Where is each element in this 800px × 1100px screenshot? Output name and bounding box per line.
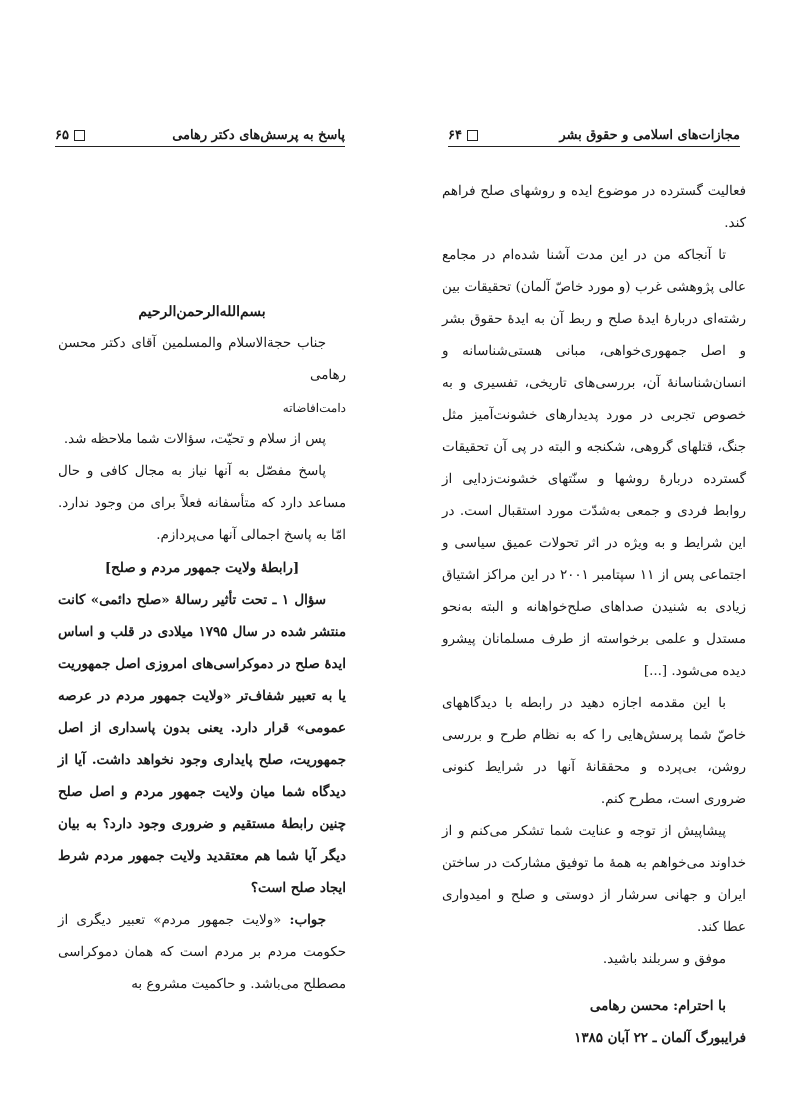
left-page-header <box>55 124 345 147</box>
running-title: مجازات‌های اسلامی و حقوق بشر <box>559 127 740 143</box>
basmala: بسم‌الله‌الرحمن‌الرحیم <box>138 304 266 320</box>
reply-note: پاسخ مفصّل به آنها نیاز به مجال کافی و حال مساعد دارد که متأسفانه فعلاً برای من وجود ندارد. امّا به پاسخ اجمالی آنها می‌پردازم. <box>58 464 346 543</box>
signature: با احترام: محسن رهامی <box>589 998 726 1014</box>
right-page <box>400 0 800 1100</box>
greeting: پس از سلام و تحیّت، سؤالات شما ملاحظه شد. <box>63 432 326 447</box>
left-page-body <box>58 296 346 1001</box>
question-text: تحت تأثیر رسالهٔ «صلح دائمی» کانت منتشر شده در سال ۱۷۹۵ میلادی در قلب و اساس ایدهٔ صلح در دموکراسی‌های امروزی اصل جمهوریت یا به تعبیر شفاف‌تر «ولایت جمهور مردم در عرصه عمومی» قرار دارد. یعنی بدون پاسداری از اصل جمهوریت، صلح پایداری وجود نخواهد داشت. آیا از دیدگاه شما میان ولایت جمهور مردم و اصل صلح چنین رابطهٔ مستقیم و ضروری وجود دارد؟ به بیان دیگر آیا شما هم معتقدید ولایت جمهور مردم شرط ایجاد صلح است؟ <box>58 592 346 896</box>
place-date: فرایبورگ آلمان ـ ۲۲ آبان ۱۳۸۵ <box>574 1030 746 1046</box>
address-line: جناب حجةالاسلام والمسلمین آقای دکتر محسن رهامی <box>58 336 346 383</box>
question-1 <box>58 584 346 904</box>
question-label: سؤال ۱ ـ <box>272 592 326 608</box>
answer-label: جواب: <box>289 912 326 928</box>
section-title: [رابطهٔ ولایت جمهور مردم و صلح] <box>104 560 300 576</box>
right-page-body <box>442 176 746 1054</box>
paragraph: موفق و سربلند باشید. <box>602 952 726 967</box>
paragraph: فعالیت گسترده در موضوع ایده و روشهای صلح فراهم کند. <box>442 184 746 231</box>
square-marker-icon <box>74 130 85 141</box>
page-number-text: ۶۵ <box>55 127 69 143</box>
square-marker-icon <box>467 130 478 141</box>
page-number <box>55 128 85 143</box>
paragraph: با این مقدمه اجازه دهید در رابطه با دیدگاههای خاصّ شما پرسش‌هایی را که به نظام طرح و بررسی روشن، بی‌پرده و محققانهٔ آنها در شرایط کنونی ضروری است، مطرح کنم. <box>442 696 746 807</box>
paragraph: تا آنجاکه من در این مدت آشنا شده‌ام در مجامع عالی پژوهشی غرب (و مورد خاصّ آلمان) تحقیقات بین رشته‌ای دربارهٔ ایدهٔ صلح و ربط آن به ایدهٔ حقوق بشر و اصل جمهوری‌خواهی، مبانی هستی‌شناسانه و انسان‌شناسانهٔ آن، بررسی‌های تاریخی، تفسیری و به خصوص تجربی در مورد پدیدارهای خشونت‌آمیز مثل جنگ، قتلهای گروهی، شکنجه و البته در پی آن تحقیقات گسترده دربارهٔ روشها و سنّتهای خشونت‌زدایی از روابط فردی و جمعی به‌شدّت مورد استقبال است. در این شرایط و به ویژه در اثر تحولات عمیق سیاسی و اجتماعی پس از ۱۱ سپتامبر ۲۰۰۱ در این مراکز اشتیاق زیادی به شنیدن صداهای صلح‌خواهانه و البته به‌نحو مستدل و علمی برخواسته از طرف مسلمانان پیشرو دیده می‌شود. [...] <box>442 248 747 679</box>
running-title: پاسخ به پرسش‌های دکتر رهامی <box>172 127 345 143</box>
right-page-header <box>448 124 740 147</box>
honorific: دامت‌افاضاته <box>282 401 346 415</box>
page-number-text: ۶۴ <box>448 127 462 143</box>
paragraph: پیشاپیش از توجه و عنایت شما تشکر می‌کنم و از خداوند می‌خواهم به همهٔ ما توفیق مشارکت در ساختن ایران و جهانی سرشار از دوستی و صلح و امیدواری عطا کند. <box>442 824 746 935</box>
answer-text: «ولایت جمهور مردم» تعبیر دیگری از حکومت مردم بر مردم است که همان دموکراسی مصطلح می‌باشد. و حاکمیت مشروع به <box>58 913 346 992</box>
page-number <box>448 128 478 143</box>
answer-1 <box>58 904 346 1001</box>
